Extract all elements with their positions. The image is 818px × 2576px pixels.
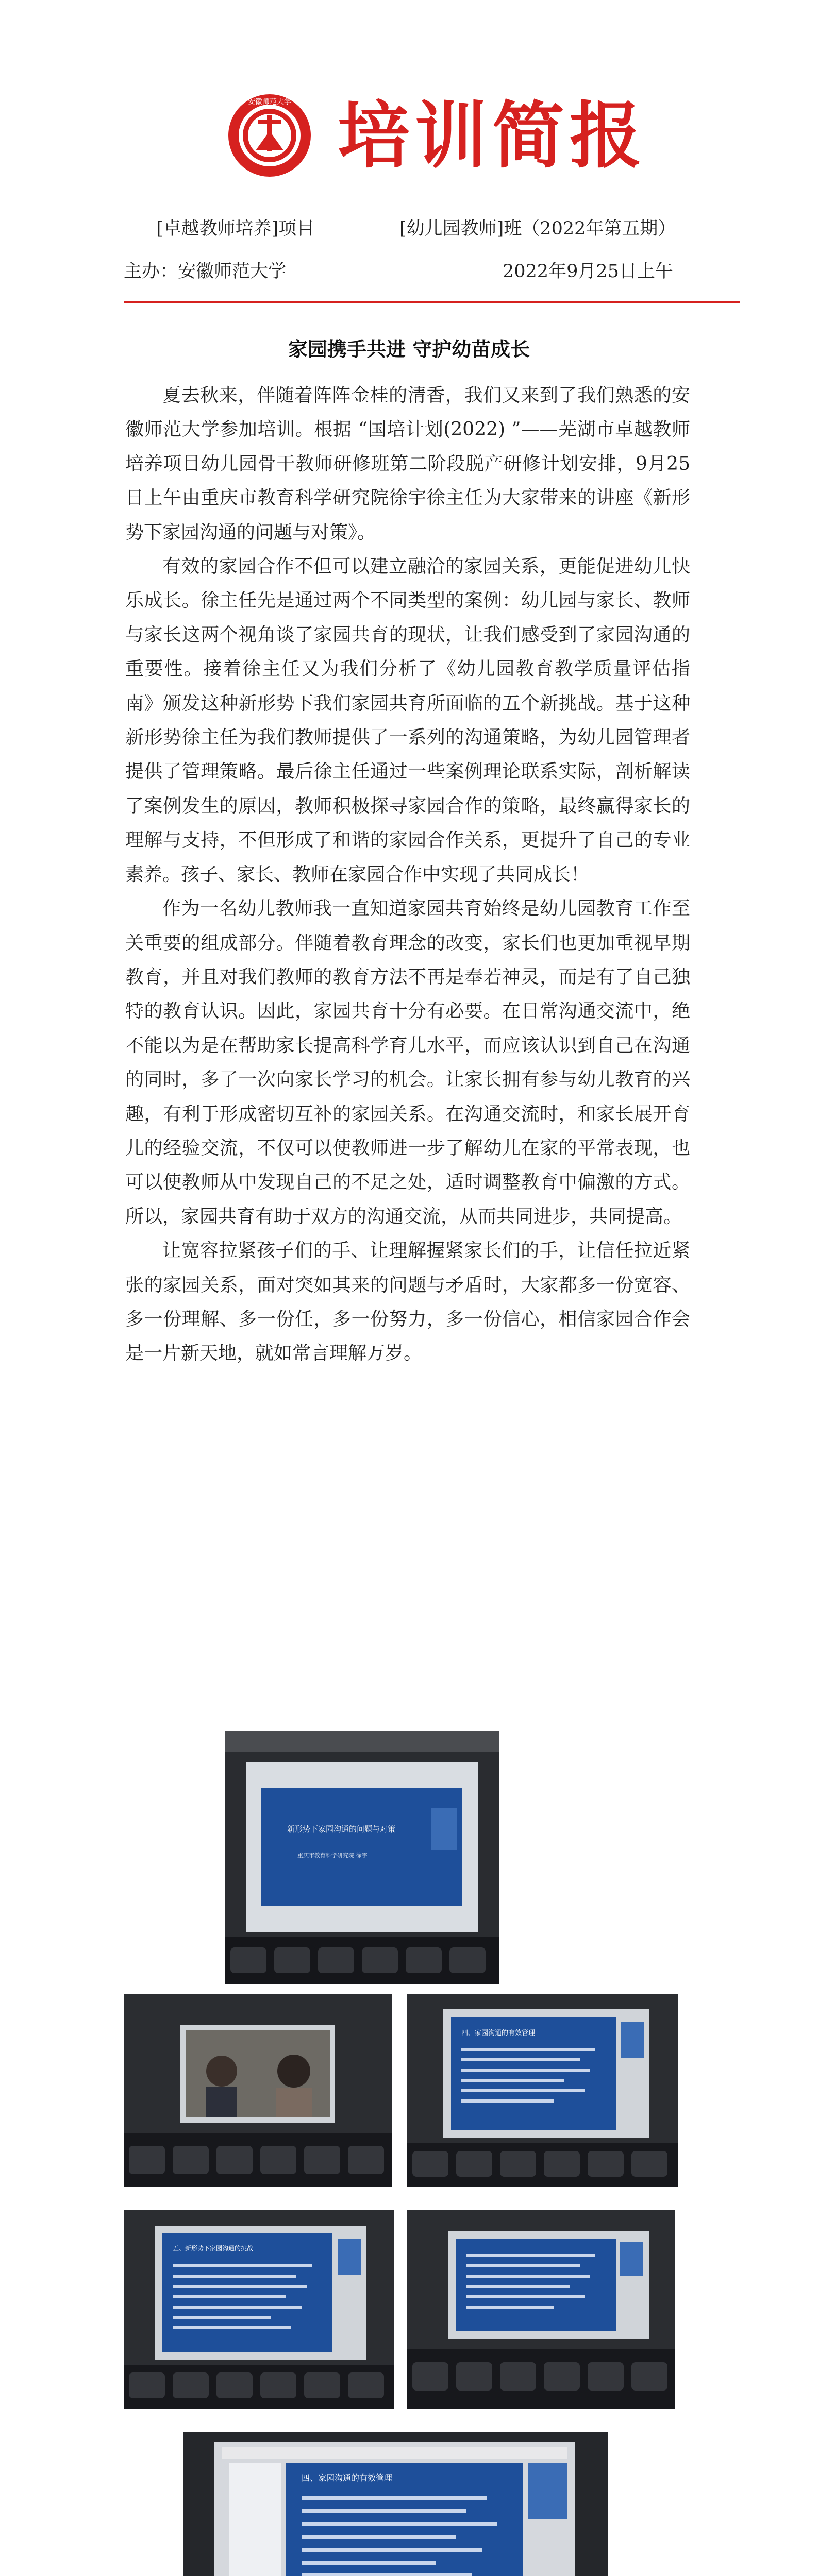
paragraph: 作为一名幼儿教师我一直知道家园共育始终是幼儿园教育工作至关重要的组成部分。伴随着教育理念的改变，家长们也更加重视早期教育，并且对我们教师的教育方法不再是奉若神灵，而是有了自己独特的教育认识。因此，家园共育十分有必要。在日常沟通交流中，绝不能以为是在帮助家长提高科学育儿水平，而应该认识到自己在沟通的同时，多了一次向家长学习的机会。让家长拥有参与幼儿教育的兴趣，有利于形成密切互补的家园关系。在沟通交流时，和家长展开育儿的经验交流，不仅可以使教师进一步了解幼儿在家的平常表现，也可以使教师从中发现自己的不足之处，适时调整教育中偏激的方式。所以，家园共育有助于双方的沟通交流，从而共同进步，共同提高。 [125, 898, 690, 1227]
lecture-photo-2 [124, 1994, 392, 2187]
class-label: [幼儿园教师]班（2022年第五期） [399, 218, 676, 239]
article-body [125, 379, 690, 1371]
date-label: 2022年9月25日上午 [503, 261, 673, 282]
article-title: 家园携手共进 守护幼苗成长 [288, 337, 530, 361]
lecture-photo-1 [225, 1731, 499, 1984]
project-label: [卓越教师培养]项目 [156, 218, 315, 239]
paragraph: 夏去秋来，伴随着阵阵金桂的清香，我们又来到了我们熟悉的安徽师范大学参加培训。根据 “国培计划(2022) ”——芜湖市卓越教师培养项目幼儿园骨干教师研修班第二阶段脱产研修计划安排，9月25日上午由重庆市教育科学研究院徐宇徐主任为大家带来的讲座《新形势下家园沟通的问题与对策》。 [125, 385, 690, 543]
brand-title: 培训简报 [338, 94, 647, 178]
slide-subtitle: 重庆市教育科学研究院 徐宇 [297, 1852, 368, 1859]
lecture-photo-4 [124, 2210, 394, 2409]
slide-title: 新形势下家园沟通的问题与对策 [287, 1824, 396, 1834]
paragraph: 让宽容拉紧孩子们的手、让理解握紧家长们的手，让信任拉近紧张的家园关系，面对突如其来的问题与矛盾时，大家都多一份宽容、多一份理解、多一份任，多一份努力，多一份信心，相信家园合作会是一片新天地，就如常言理解万岁。 [125, 1240, 690, 1364]
paragraph: 有效的家园合作不但可以建立融洽的家园关系，更能促进幼儿快乐成长。徐主任先是通过两个不同类型的案例：幼儿园与家长、教师与家长这两个视角谈了家园共育的现状，让我们感受到了家园沟通的重要性。接着徐主任又为我们分析了《幼儿园教育教学质量评估指南》颁发这种新形势下我们家园共育所面临的五个新挑战。基于这种新形势徐主任为我们教师提供了一系列的沟通策略，为幼儿园管理者提供了管理策略。最后徐主任通过一些案例理论联系实际，剖析解读了案例发生的原因，教师积极探寻家园合作的策略，最终赢得家长的理解与支持，不但形成了和谐的家园合作关系，更提升了自己的专业素养。孩子、家长、教师在家园合作中实现了共同成长！ [125, 556, 690, 885]
lecture-photo-6 [183, 2432, 608, 2576]
masthead [0, 0, 818, 319]
slide-title: 四、家园沟通的有效管理 [461, 2029, 536, 2037]
university-logo [227, 93, 312, 178]
slide-title: 四、家园沟通的有效管理 [302, 2473, 393, 2483]
slide-title: 五、新形势下家园沟通的挑战 [173, 2245, 254, 2252]
logo-text: 安徽师范大学 [248, 98, 291, 106]
host-label: 主办：安徽师范大学 [124, 261, 287, 282]
lecture-photo-5 [407, 2210, 675, 2409]
header-divider [124, 301, 740, 303]
lecture-photo-3 [407, 1994, 678, 2187]
